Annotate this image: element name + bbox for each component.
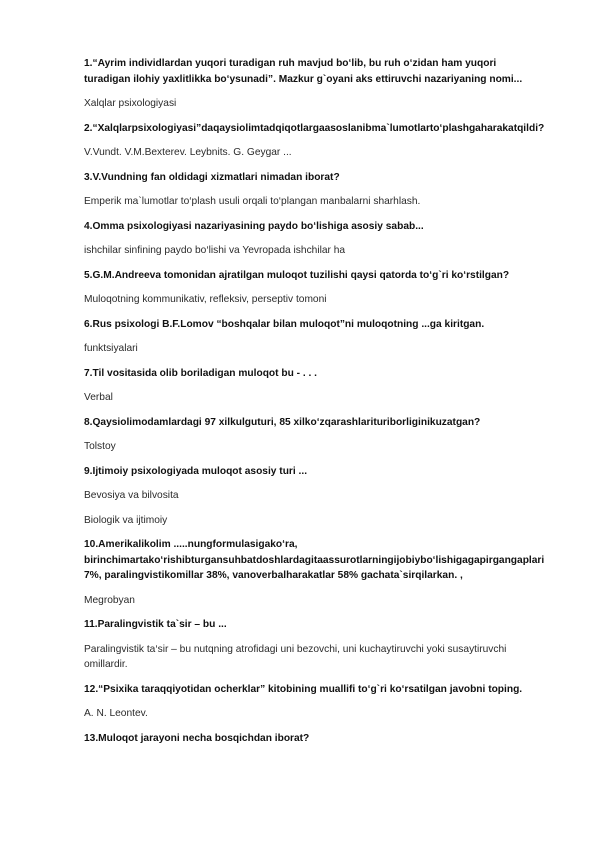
answer-text: funktsiyalari [84, 343, 138, 354]
question-text: 10.Amerikalikolim .....nungformulasigako‘ra, birinchimartako‘rishibturgansuhbatdoshlardagitaassurotlarningijobiybo‘lishigagapirgangaplari 7%, paralingvistikomillar 38%, vanoverbalharakatlar 58% gachata`sirqilarkan. , [84, 539, 545, 581]
question-text: 9.Ijtimoiy psixologiyada muloqot asosiy turi ... [84, 465, 308, 477]
question-text: 4.Omma psixologiyasi nazariyasining paydo bo‘lishiga asosiy sabab... [84, 220, 424, 232]
question-text: 6.Rus psixologi B.F.Lomov “boshqalar bilan muloqot”ni muloqotning ...ga kiritgan. [84, 318, 485, 330]
question-text: 13.Muloqot jarayoni necha bosqichdan iborat? [84, 732, 310, 744]
answer-text: A. N. Leontev. [84, 708, 148, 719]
answer-text: V.Vundt. V.M.Bexterev. Leybnits. G. Geygar ... [84, 147, 292, 158]
answer-text: Bevosiya va bilvosita [84, 490, 179, 501]
question-text: 2.“Xalqlarpsixologiyasi”daqaysiolimtadqiqotlargaasoslanibma`lumotlarto‘plashgaharakatqildi? [84, 122, 545, 134]
answer-text: Verbal [84, 392, 113, 403]
question-text: 8.Qaysiolimodamlardagi 97 xilkulguturi, 85 xilko‘zqarashlarituriborliginikuzatgan? [84, 416, 481, 428]
qa-list [84, 56, 545, 746]
question-text: 12.“Psixika taraqqiyotidan ocherklar” kitobining muallifi to‘g`ri ko‘rsatilgan javobni toping. [84, 683, 523, 695]
answer-text: Paralingvistik ta‘sir – bu nutqning atrofidagi uni bezovchi, uni kuchaytiruvchi yoki susaytiruvchi omillardir. [84, 643, 507, 670]
question-text: 11.Paralingvistik ta`sir – bu ... [84, 619, 227, 630]
answer-text: Xalqlar psixologiyasi [84, 98, 177, 109]
answer-text: Megrobyan [84, 594, 135, 606]
answer-text: Biologik va ijtimoiy [84, 514, 168, 526]
question-text: 1.“Ayrim individlardan yuqori turadigan ruh mavjud bo‘lib, bu ruh o‘zidan ham yuqori turadigan ilohiy yaxlitlikka bo‘ysunadi”. Mazkur g`oyani aks ettiruvchi nazariyaning nomi... [84, 58, 523, 85]
answer-text: Tolstoy [84, 441, 116, 452]
answer-text: ishchilar sinfining paydo bo‘lishi va Yevropada ishchilar ha [84, 245, 346, 256]
answer-text: Emperik ma`lumotlar to‘plash usuli orqali to‘plangan manbalarni sharhlash. [84, 196, 421, 207]
question-text: 7.Til vositasida olib boriladigan muloqot bu - . . . [84, 367, 318, 379]
question-text: 5.G.M.Andreeva tomonidan ajratilgan muloqot tuzilishi qaysi qatorda to‘g`ri ko‘rstilgan? [84, 269, 510, 281]
question-text: 3.V.Vundning fan oldidagi xizmatlari nimadan iborat? [84, 171, 340, 183]
answer-text: Muloqotning kommunikativ, refleksiv, perseptiv tomoni [84, 294, 327, 305]
